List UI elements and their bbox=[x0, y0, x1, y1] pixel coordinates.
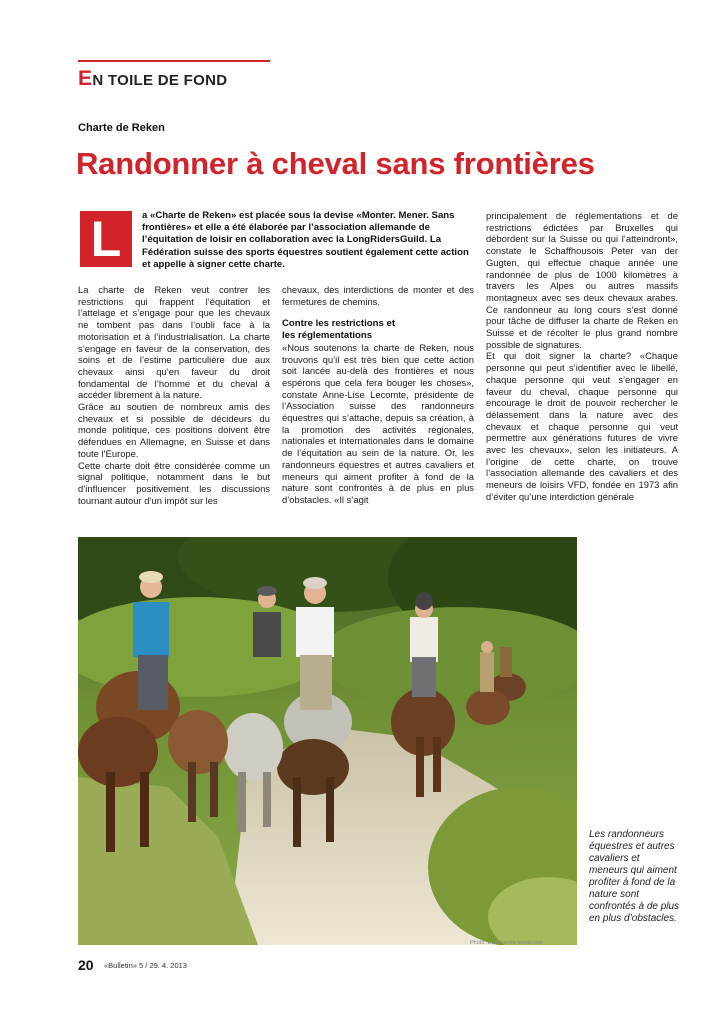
riders-photo bbox=[78, 537, 577, 945]
photo-caption: Les randonneurs équestres et autres cavaliers et meneurs qui aiment profiter à fond de la nature sont confrontés à de plus en plus d’obstacles. bbox=[589, 829, 680, 924]
subheading bbox=[282, 318, 474, 341]
paragraph: principalement de réglementations et de restrictions édictées par Bruxelles qui débordent sur la Suisse ou qui l’atteindront», constate le Schaffhousois Peter van der Gugten, qui effectue chaque année une randonnée de plus de 1000 kilomètres à travers les Alpes ou autres massifs montagneux avec ses deux chevaux arabes. Ce randonneur au long cours s’est donné pour tâche de diffuser la charte de Reken en Suisse et de récolter le plus grand nombre possible de signatures. bbox=[486, 210, 678, 350]
section-rest: N TOILE DE FOND bbox=[92, 72, 228, 89]
paragraph: «Nous soutenons la charte de Reken, nous trouvons qu’il est très bien que cette action soit lancée au-delà des frontières et nous espérons que cela fera bouger les choses», constate Anne-Lise Lecomte, présidente de l’Association suisse des randonneurs équestres qui s’attache, depuis sa création, à la promotion des activités régionales, nationales et internationales dans le domaine de l’équitation au sein de la nature. Or, les randonneurs équestres et autres cavaliers et meneurs qui aiment profiter à fond de la nature sont confrontés à de plus en plus d’obstacles. «Il s’agit bbox=[282, 341, 474, 505]
paragraph: Et qui doit signer la charte? «Chaque personne qui peut s’identifier avec le libellé, chaque personne qui veut s’engager en faveur du cheval, chaque personne qui encourage le droit de pouvoir rechercher le délassement dans la nature avec des chevaux et chaque personne qui veut permettre aux générations futures de vivre avec les chevaux», selon les initiateurs. A l’origine de cette charte, on trouve l’association allemande des cavaliers et des meneurs de loisirs VFD, fondée en 1973 afin d’éviter qu’une interdiction générale bbox=[486, 350, 678, 502]
text-column-2 bbox=[282, 284, 474, 506]
issue-info: «Bulletin» 5 / 29. 4. 2013 bbox=[104, 961, 187, 970]
lede-paragraph: a «Charte de Reken» est placée sous la devise «Monter. Mener. Sans frontières» et elle a été élaborée par l’association allemande de l’équitation de loisir en collaboration avec la LongRidersGuild. La Fédération suisse des sports équestres soutient également cette action et appelle à signer cette charte. bbox=[142, 210, 469, 270]
subheading-line-2: les réglementations bbox=[282, 330, 373, 342]
section-heading bbox=[78, 67, 227, 91]
paragraph: chevaux, des interdictions de monter et des fermetures de chemins. bbox=[282, 284, 474, 307]
paragraph: Cette charte doit être considérée comme un signal politique, notamment dans le but d’influencer positivement les discussions tournant autour d’un impôt sur les bbox=[78, 459, 270, 506]
paragraph: La charte de Reken veut contrer les restrictions qui frappent l’équitation et l’attelage et s’engage pour que les chevaux ne tombent pas dans l’oubli face à la motorisation et à l’industrialisation. La charte s’engage en faveur de la conservation, des soins et de l’estime particulière due aux chevaux ainsi qu’en faveur du droit fondamental de l’homme et du cheval à accéder librement à la nature. bbox=[78, 284, 270, 401]
headline: Randonner à cheval sans frontières bbox=[76, 146, 595, 181]
text-column-1 bbox=[78, 284, 270, 506]
section-initial: E bbox=[78, 67, 93, 90]
page-number: 20 bbox=[78, 957, 94, 973]
paragraph: Grâce au soutien de nombreux amis des chevaux et si possible de décideurs du monde politique, ces positions doivent être défendues en Allemagne, en Suisse et dans toute l’Europe. bbox=[78, 401, 270, 459]
section-rule bbox=[78, 60, 270, 62]
subheading-line-1: Contre les restrictions et bbox=[282, 318, 396, 330]
drop-cap: L bbox=[80, 211, 132, 267]
kicker: Charte de Reken bbox=[78, 122, 165, 134]
text-column-3 bbox=[486, 210, 678, 503]
photo-credit: Photo: www.carola-lenski.com bbox=[470, 940, 544, 946]
